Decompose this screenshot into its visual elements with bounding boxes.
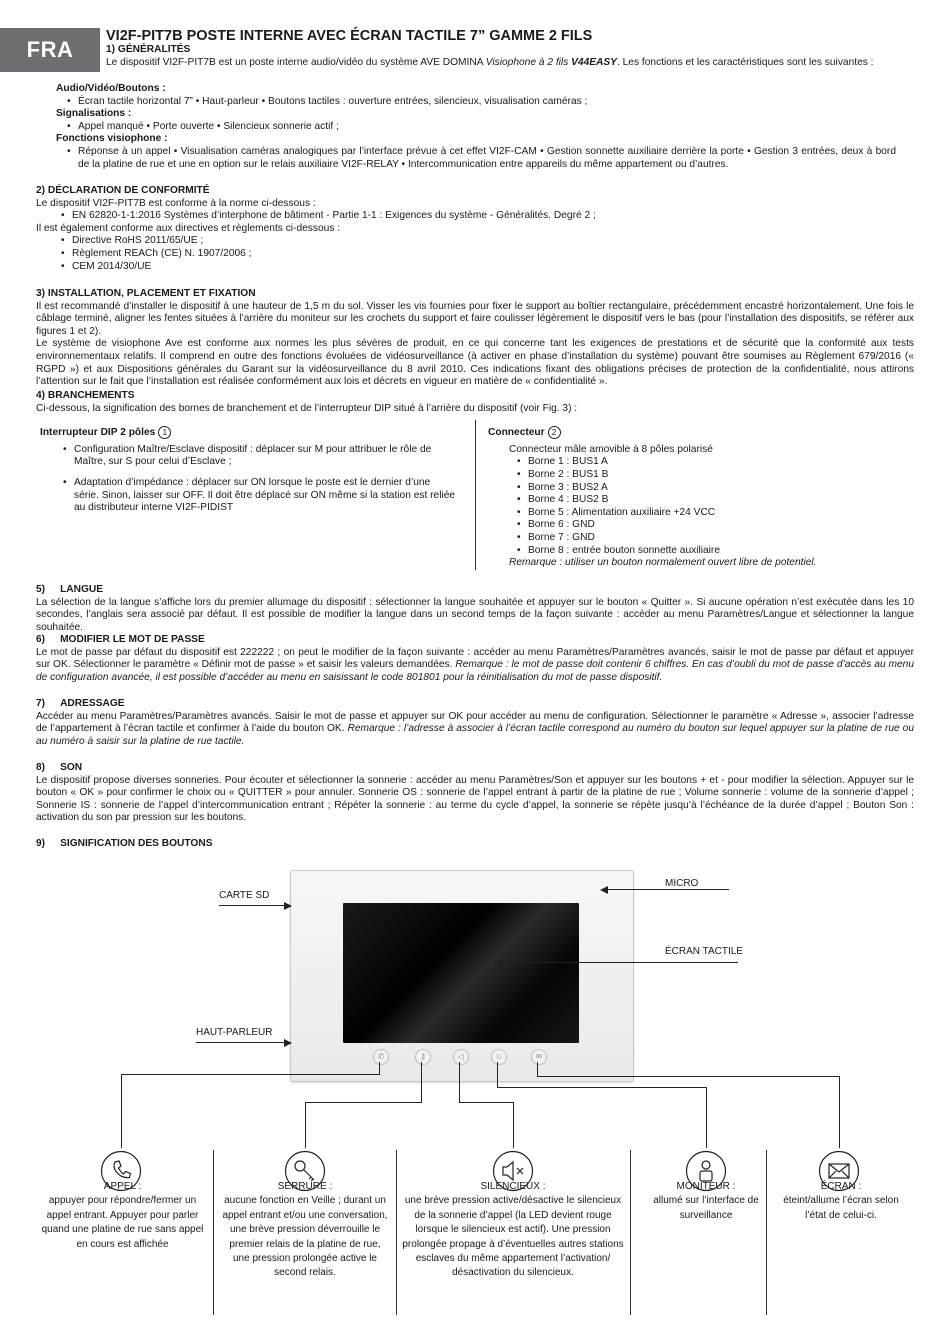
dip-item: • Configuration Maître/Esclave dispositif : déplacer sur M pour attribuer le rôle de Maître, sur S pour celui d’Esclave ; — [58, 444, 465, 469]
directive-item: • Directive RoHS 2011/65/UE ; — [56, 235, 916, 248]
leader-line — [305, 1102, 422, 1103]
device-key-button: ⚷ — [415, 1049, 431, 1065]
section-8-text: Le dispositif propose diverses sonneries. Pour écouter et sélectionner la sonnerie : accéder au menu Paramètres/Son et appuyer sur les boutons + et - pour modifier la sélection. Appuyer sur le bouton « OK » pour confirmer le choix ou « QUITTER » pour annuler. Sonnerie OS : sonnerie de l’appel entrant à partir de la platine de rue ; Volume sonnerie : volume de la sonnerie d’appel ; Sonnerie IS : sonnerie de l’appel d’intercommunication entrant ; Répéter la sonnerie : au terme du cycle d’appel, la sonnerie se répète jusqu’à l’échéance de la durée d’appel ; Bouton Son : activation du son par pression sur les boutons. — [36, 774, 914, 824]
device-person-button: ☺ — [491, 1049, 507, 1065]
section-6 — [36, 634, 914, 684]
leader-line — [459, 1102, 514, 1103]
section-3 — [36, 288, 914, 389]
section-8 — [36, 762, 914, 825]
section-2-line2: Il est également conforme aux directives et règlements ci-dessous : — [36, 222, 341, 234]
group-visio-title: Fonctions visiophone : — [56, 133, 168, 145]
borne-item: • Borne 2 : BUS1 B — [512, 469, 908, 482]
section-2 — [36, 185, 916, 273]
connector-title: Connecteur 2 — [488, 426, 908, 440]
arrow-left-icon — [600, 886, 608, 894]
leader-line — [706, 1087, 707, 1148]
section-7-text: Accéder au menu Paramètres/Paramètres avancés. Saisir le mot de passe et appuyer sur OK pour accéder au menu de configuration. Sélectionner le paramètre « Adresse », associer l’adresse de l’appartement à l’écran tactile et confirmer à l’aide du bouton OK. Remarque : l’adresse à associer à l’écran tactile correspond au numéro du bouton sur lequel appuyer sur la platine de rue ou au numéro à saisir sur la platine de rue tactile. — [36, 710, 914, 747]
section-8-title: 8) SON — [36, 762, 83, 773]
arrow-right-icon — [284, 1039, 292, 1047]
section-7-title: 7) ADRESSAGE — [36, 698, 125, 709]
caption-text: allumé sur l’interface de surveillance — [653, 1195, 759, 1221]
column-separator — [630, 1150, 631, 1315]
leader-line — [839, 1076, 840, 1148]
group-signal-title: Signalisations : — [56, 108, 132, 120]
section-7 — [36, 698, 914, 748]
caption-title: APPEL : — [103, 1181, 142, 1192]
norm-item: • EN 62820-1-1:2016 Systèmes d’interphone de bâtiment - Partie 1-1 : Exigences du système - Généralités. Degré 2 ; — [56, 210, 916, 223]
callout-line — [196, 1042, 291, 1043]
leader-line — [497, 1087, 707, 1088]
section-5-title: 5) LANGUE — [36, 584, 104, 595]
caption-text: éteint/allume l’écran selon l’état de celui-ci. — [783, 1195, 899, 1221]
label-haut-parleur: HAUT-PARLEUR — [196, 1027, 273, 1038]
group-visio-item: • Réponse à un appel • Visualisation caméras analogiques par l’interface prévue à cet effet VI2F-CAM • Gestion sonnette auxiliaire derrière la porte • Gestion 3 entrées, deux à bord de la platine de rue et une en option sur le relais auxiliaire VI2F-RELAY • Intercommunication entre appareils du même appartement ou d’autres. — [62, 146, 896, 171]
label-micro: MICRO — [665, 878, 699, 889]
leader-line — [537, 1076, 840, 1077]
device-mute-button: ◁ — [453, 1049, 469, 1065]
number-2-badge: 2 — [548, 426, 561, 439]
device-illustration — [290, 870, 634, 1082]
borne-item: • Borne 8 : entrée bouton sonnette auxiliaire — [512, 545, 908, 558]
caption-appel — [40, 1180, 205, 1252]
leader-line — [513, 1102, 514, 1148]
section-4-intro: Ci-dessous, la signification des bornes de branchement et de l’interrupteur DIP situé à l’arrière du dispositif (voir Fig. 3) : — [36, 402, 578, 414]
caption-text: appuyer pour répondre/fermer un appel entrant. Appuyer pour parler quand une platine de rue sans appel en cours est affichée — [41, 1195, 204, 1250]
column-separator — [213, 1150, 214, 1315]
section-5 — [36, 584, 914, 634]
label-carte-sd: CARTE SD — [219, 890, 270, 901]
borne-item: • Borne 5 : Alimentation auxiliaire +24 VCC — [512, 507, 908, 520]
connector-intro: Connecteur mâle amovible à 8 pôles polarisé — [509, 443, 713, 455]
caption-title: SERRURE : — [277, 1181, 333, 1192]
section-6-title: 6) MODIFIER LE MOT DE PASSE — [36, 634, 205, 645]
section-4 — [36, 390, 914, 415]
borne-item: • Borne 3 : BUS2 A — [512, 482, 908, 495]
arrow-left-icon — [494, 959, 502, 967]
leader-line — [537, 1062, 538, 1076]
directive-item: • Règlement REACh (CE) N. 1907/2006 ; — [56, 248, 916, 261]
caption-text: une brève pression active/désactive le silencieux de la sonnerie d’appel (la LED devient rouge lorsque le silencieux est actif). Une pression prolongée propage à d’éventuelles autres stations esclaves du même appartement l’activation/ désactivation du silencieux. — [402, 1195, 624, 1279]
caption-title: SILENCIEUX : — [480, 1181, 546, 1192]
leader-line — [121, 1074, 380, 1075]
section-9 — [36, 838, 914, 851]
leader-line — [421, 1062, 422, 1102]
dip-item: • Adaptation d’impédance : déplacer sur ON lorsque le poste est le dernier d’une série. Sinon, laisser sur OFF. Il doit être déplacé sur ON même si la station est reliée au distributeur interne VI2F-PIDIST — [58, 477, 465, 515]
dip-switch-column — [40, 426, 465, 515]
directive-item: • CEM 2014/30/UE — [56, 261, 916, 274]
caption-title: MONITEUR : — [676, 1181, 736, 1192]
caption-ecran — [772, 1180, 910, 1223]
connector-column — [488, 426, 908, 570]
leader-line — [379, 1062, 380, 1074]
leader-line — [459, 1062, 460, 1102]
section-5-text: La sélection de la langue s’affiche lors du premier allumage du dispositif : sélectionner la langue souhaitée et appuyer sur le bouton « Quitter ». Si aucune opération n’est exécutée dans les 10 secondes, l’anglais sera associé par défaut. Il est possible de modifier la langue dans un second temps de la façon suivante : accéder au menu Paramètres/Langue et sélectionner la langue souhaitée. — [36, 596, 914, 633]
section-3-p2: Le système de visiophone Ave est conforme aux normes les plus sévères de produit, en ce qui concerne tant les exigences de prestations et de sécurité que la conformité aux tests environnementaux relatifs. Il comprend en outre des fonctions évoluées de vidéosurveillance (à activer en phase d’installation du système) pouvant être soumises au Règlement 679/2016 (« RGPD ») et aux Dispositions générales du Garant sur la vidéosurveillance du 8 avril 2010. Ces indications fixant des obligations précises de protection de la confidentialité, nous attirons l’attention sur le fait que l’installation est réalisée conformément aux lois et décrets en vigueur en matière de « confidentialité ». — [36, 338, 914, 388]
column-separator — [766, 1150, 767, 1315]
group-audio-title: Audio/Vidéo/Boutons : — [56, 83, 166, 94]
device-envelope-button: ✉ — [531, 1049, 547, 1065]
section-1-groups — [56, 83, 896, 171]
borne-item: • Borne 7 : GND — [512, 532, 908, 545]
group-audio-item: • Écran tactile horizontal 7” • Haut-parleur • Boutons tactiles : ouverture entrées, silencieux, visualisation caméras ; — [62, 96, 896, 109]
borne-item: • Borne 6 : GND — [512, 519, 908, 532]
caption-text: aucune fonction en Veille ; durant un appel entrant et/ou une conversation, une brève pression déverrouille le premier relais de la platine de rue, une pression prolongée active le second relais. — [222, 1195, 388, 1279]
section-2-line1: Le dispositif VI2F-PIT7B est conforme à la norme ci-dessous : — [36, 197, 316, 209]
column-separator — [396, 1150, 397, 1315]
group-signal-item: • Appel manqué • Porte ouverte • Silencieux sonnerie actif ; — [62, 121, 896, 134]
caption-moniteur — [650, 1180, 762, 1223]
callout-line — [498, 962, 738, 963]
callout-line — [604, 889, 729, 890]
connector-remark: Remarque : utiliser un bouton normalement ouvert libre de potentiel. — [509, 557, 817, 569]
leader-line — [121, 1074, 122, 1148]
touch-screen — [343, 903, 579, 1043]
language-tab: FRA — [0, 28, 100, 72]
leader-line — [497, 1062, 498, 1087]
label-ecran-tactile: ÉCRAN TACTILE — [665, 946, 743, 957]
section-3-title: 3) INSTALLATION, PLACEMENT ET FIXATION — [36, 288, 256, 299]
section-3-p1: Il est recommandé d’installer le dispositif à une hauteur de 1,5 m du sol. Visser les vis fournies pour fixer le support au boîtier rectangulaire, précédemment encastré horizontalement. Une fois le câblage terminé, aligner les fentes situées à l’arrière du moniteur sur les crochets du support et faire coulisser légèrement le dispositif vers le bas (pour l’installation des dispositifs, se référer aux figures 1 et 2). — [36, 300, 914, 337]
caption-silencieux — [400, 1180, 626, 1281]
section-1 — [106, 44, 936, 69]
number-1-badge: 1 — [158, 426, 171, 439]
callout-line — [219, 905, 291, 906]
caption-title: ÉCRAN : — [820, 1181, 862, 1192]
arrow-right-icon — [284, 902, 292, 910]
section-9-title: 9) SIGNIFICATION DES BOUTONS — [36, 838, 213, 849]
borne-list — [512, 456, 908, 557]
section-4-title: 4) BRANCHEMENTS — [36, 390, 135, 401]
section-2-title: 2) DÉCLARATION DE CONFORMITÉ — [36, 185, 210, 196]
section-6-text: Le mot de passe par défaut du dispositif est 222222 ; on peut le modifier de la façon suivante : accéder au menu Paramètres/Paramètres avancés, saisir le mot de passe par défaut et appuyer sur OK. Sélectionner le paramètre « Définir mot de passe » et saisir les valeurs demandées. Remarque : le mot de passe doit contenir 6 chiffres. En cas d’oubli du mot de passe d’accès au menu de configuration avancée, il est possible d’accéder au menu en saisissant le code 801801 pour la réinitialisation du mot de passe dispositif. — [36, 646, 914, 683]
borne-item: • Borne 1 : BUS1 A — [512, 456, 908, 469]
leader-line — [305, 1102, 306, 1148]
section-1-intro: Le dispositif VI2F-PIT7B est un poste interne audio/vidéo du système AVE DOMINA Visiophone à 2 fils V44EASY. Les fonctions et les caractéristiques sont les suivantes : — [106, 56, 874, 68]
section-1-title: 1) GÉNÉRALITÉS — [106, 44, 191, 55]
dip-switch-title: Interrupteur DIP 2 pôles 1 — [40, 426, 465, 440]
device-phone-button: ✆ — [373, 1049, 389, 1065]
column-divider — [475, 420, 476, 570]
caption-serrure — [220, 1180, 390, 1281]
borne-item: • Borne 4 : BUS2 B — [512, 494, 908, 507]
document-title: VI2F-PIT7B POSTE INTERNE AVEC ÉCRAN TACTILE 7” GAMME 2 FILS — [106, 28, 593, 44]
